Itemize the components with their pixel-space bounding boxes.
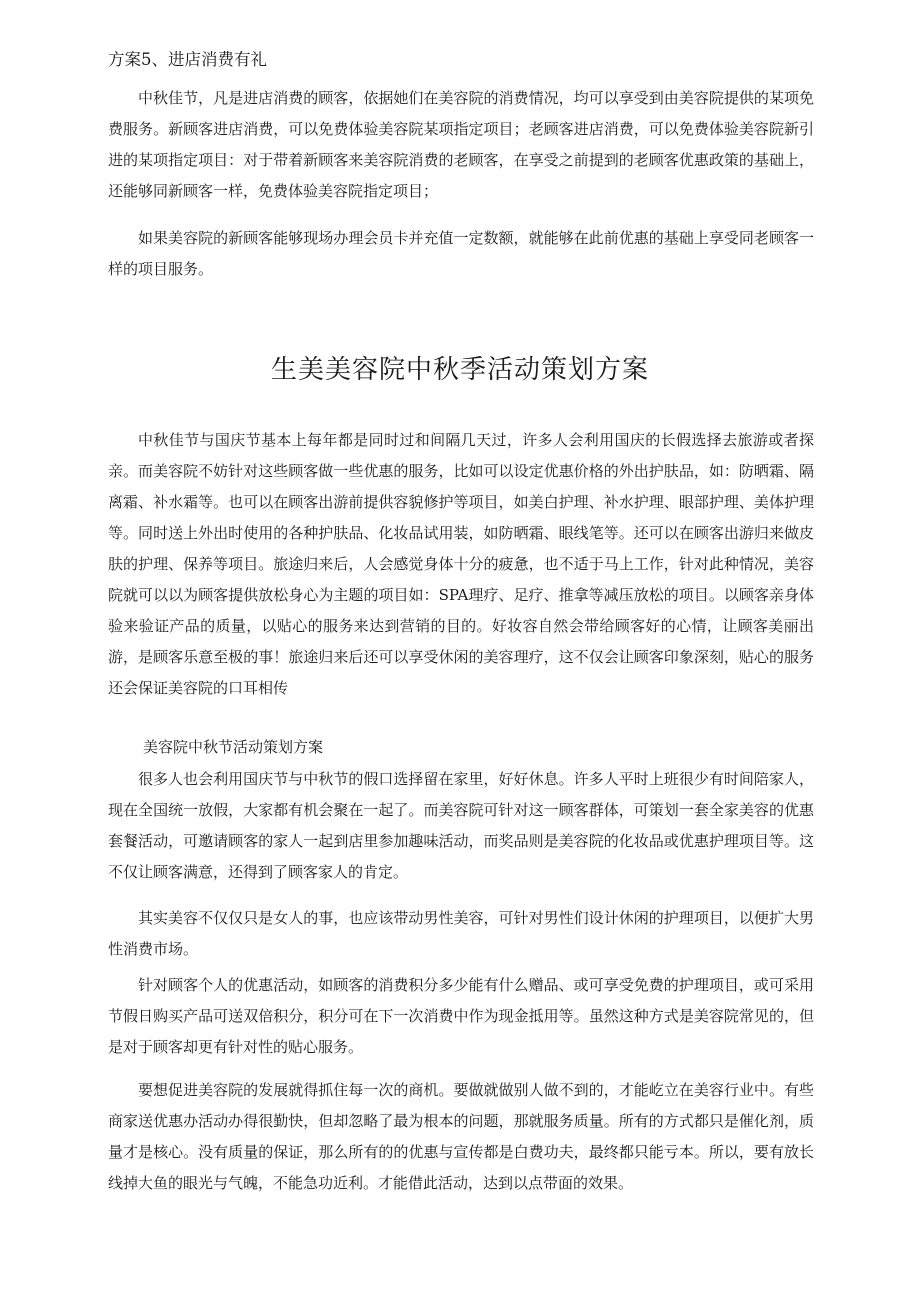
document-title: 生美美容院中秋季活动策划方案 <box>270 355 649 385</box>
section-heading: 方案5、进店消费有礼 <box>108 50 267 69</box>
body-paragraph: 如果美容院的新顾客能够现场办理会员卡并充值一定数额，就能够在此前优惠的基础上享受同老顾客一样的项目服务。 <box>108 229 814 278</box>
sub-heading: 美容院中秋节活动策划方案 <box>143 738 324 756</box>
body-paragraph: 要想促进美容院的发展就得抓住每一次的商机。要做就做别人做不到的，才能屹立在美容行业中。有些商家送优惠办活动办得很勤快，但却忽略了最为根本的问题，那就服务质量。所有的方式都只是催化剂，质量才是核心。没有质量的保证，那么所有的的优惠与宣传都是白费功夫，最终都只能亏本。所以，要有放长线掉大鱼的眼光与气魄，不能急功近利。才能借此活动，达到以点带面的效果。 <box>108 1081 814 1192</box>
body-paragraph: 其实美容不仅仅只是女人的事，也应该带动男性美容，可针对男性们设计休闲的护理项目，以便扩大男性消费市场。 <box>108 909 814 958</box>
body-paragraph: 中秋佳节，凡是进店消费的顾客，依据她们在美容院的消费情况，均可以享受到由美容院提供的某项免费服务。新顾客进店消费，可以免费体验美容院某项指定项目；老顾客进店消费，可以免费体验美容院新引进的某项指定项目：对于带着新顾客来美容院消费的老顾客，在享受之前提到的老顾客优惠政策的基础上，还能够同新顾客一样，免费体验美容院指定项目； <box>108 89 814 200</box>
body-paragraph: 很多人也会利用国庆节与中秋节的假口选择留在家里，好好休息。许多人平时上班很少有时间陪家人，现在全国统一放假，大家都有机会聚在一起了。而美容院可针对这一顾客群体，可策划一套全家美容的优惠套餐活动，可邀请顾客的家人一起到店里参加趣味活动，而奖品则是美容院的化妆品或优惠护理项目等。这不仅让顾客满意，还得到了顾客家人的肯定。 <box>108 770 814 881</box>
intro-paragraph: 中秋佳节与国庆节基本上每年都是同时过和间隔几天过，许多人会利用国庆的长假选择去旅游或者探亲。而美容院不妨针对这些顾客做一些优惠的服务，比如可以设定优惠价格的外出护肤品，如：防晒霜、隔离霜、补水霜等。也可以在顾客出游前提供容貌修护等项目，如美白护理、补水护理、眼部护理、美体护理等。同时送上外出时使用的各种护肤品、化妆品试用装，如防晒霜、眼线笔等。还可以在顾客出游归来做皮肤的护理、保养等项目。旅途归来后，人会感觉身体十分的疲惫，也不适于马上工作，针对此种情况，美容院就可以以为顾客提供放松身心为主题的项目如：SPA理疗、足疗、推拿等减压放松的项目。以顾客亲身体验来验证产品的质量，以贴心的服务来达到营销的目的。好妆容自然会带给顾客好的心情，让顾客美丽出游，是顾客乐意至极的事！旅途归来后还可以享受休闲的美容理疗，这不仅会让顾客印象深刻，贴心的服务还会保证美容院的口耳相传 <box>108 431 814 697</box>
body-paragraph: 针对顾客个人的优惠活动，如顾客的消费积分多少能有什么赠品、或可享受免费的护理项目，或可采用节假日购买产品可送双倍积分，积分可在下一次消费中作为现金抵用等。虽然这种方式是美容院常见的，但是对于顾客却更有针对性的贴心服务。 <box>108 976 814 1056</box>
